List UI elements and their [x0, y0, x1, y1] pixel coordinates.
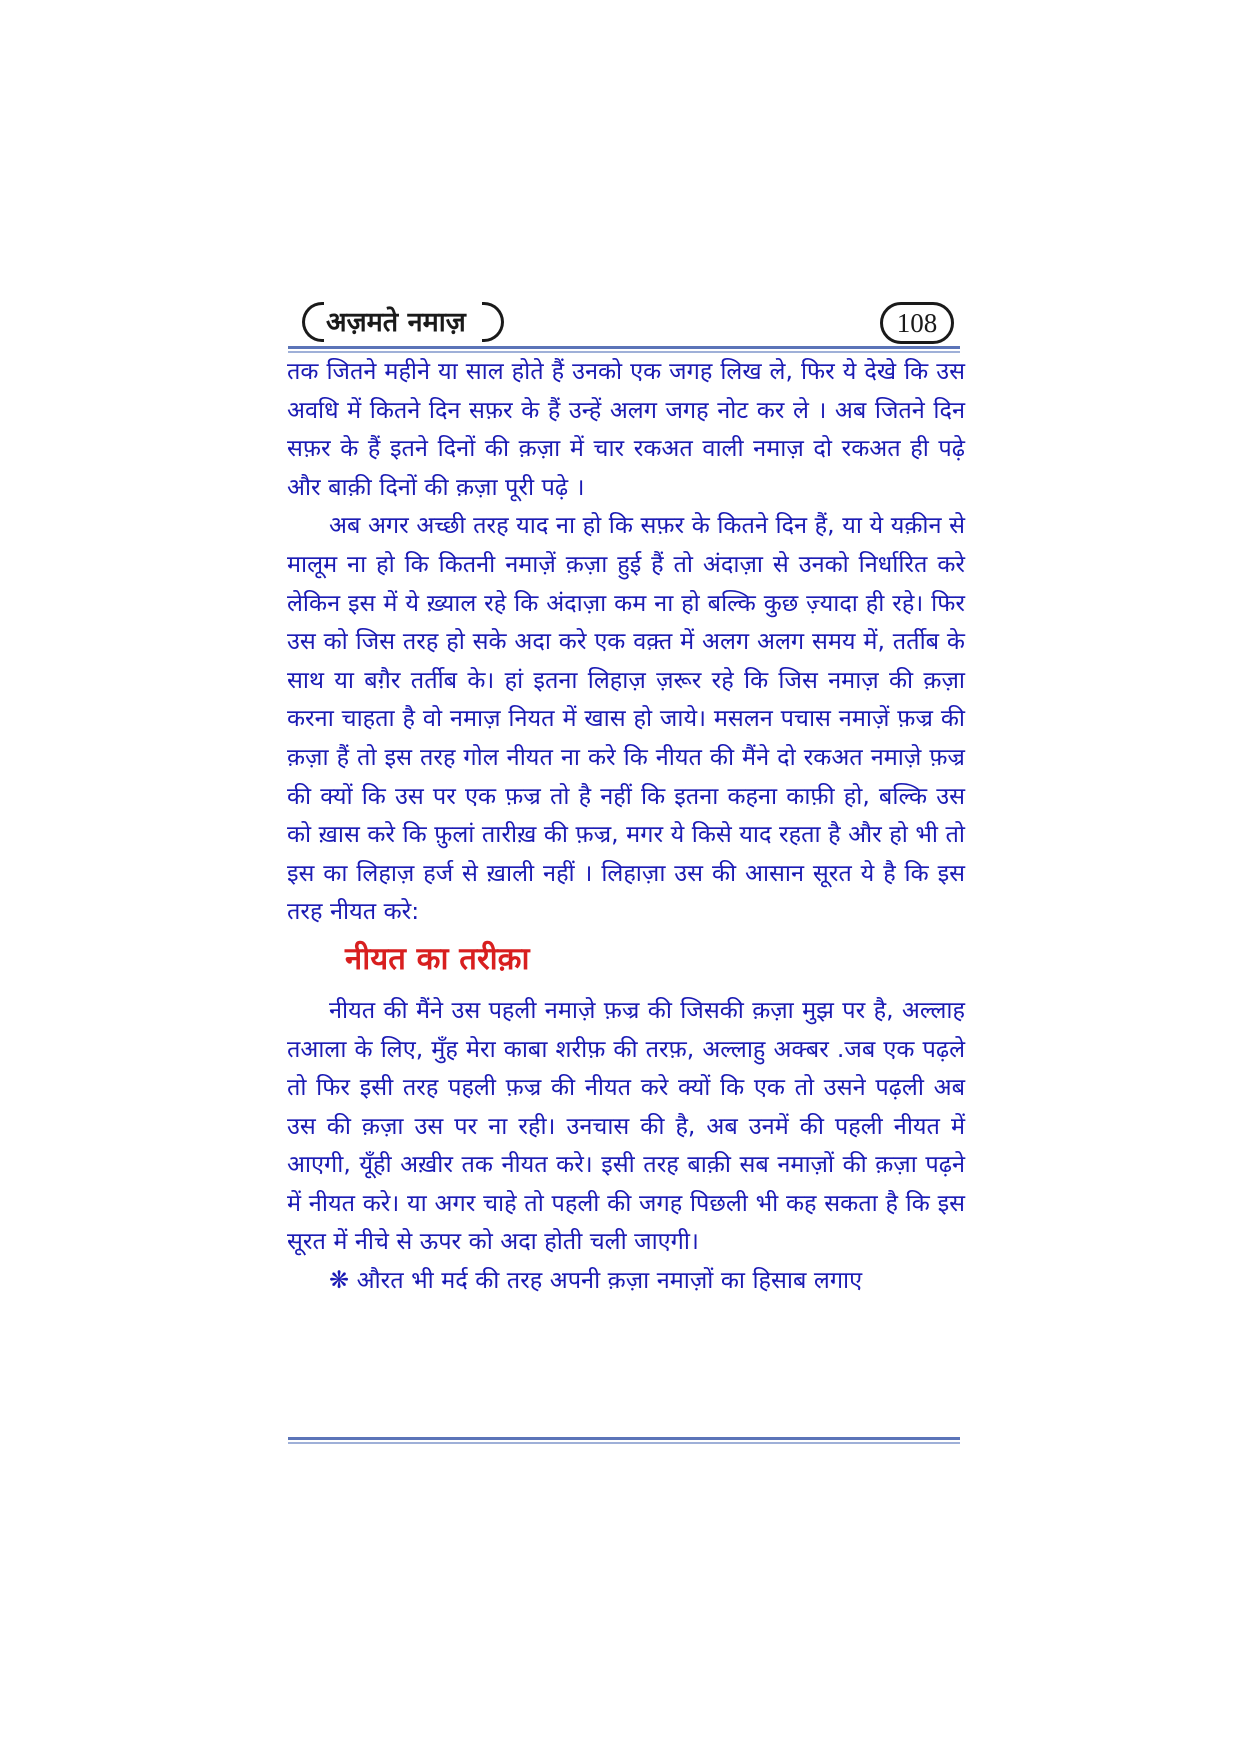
header-title-frame: [302, 302, 504, 344]
book-title: अज़मते नमाज़: [326, 307, 466, 338]
section-heading: नीयत का तरीक़ा: [345, 940, 530, 977]
bullet-line: [287, 1261, 965, 1300]
flower-bullet-icon: ❋: [329, 1266, 350, 1295]
page-header: [288, 302, 960, 350]
page-number: 108: [896, 308, 938, 338]
paragraph-3: नीयत की मैंने उस पहली नमाज़े फ़ज्र की जिसकी क़ज़ा मुझ पर है, अल्लाह तआला के लिए, मुँह मेरा काबा शरीफ़ की तरफ़, अल्लाहु अक्बर .जब एक पढ़ले तो फिर इसी तरह पहली फ़ज्र की नीयत करे क्यों कि एक तो उसने पढ़ली अब उस की क़ज़ा उस पर ना रही। उनचास की है, अब उनमें की पहली नीयत में आएगी, यूँही अख़ीर तक नीयत करे। इसी तरह बाक़ी सब नमाज़ों की क़ज़ा पढ़ने में नीयत करे। या अगर चाहे तो पहली की जगह पिछली भी कह सकता है कि इस सूरत में नीचे से ऊपर को अदा होती चली जाएगी।: [287, 995, 965, 1256]
footer-divider: [288, 1437, 960, 1444]
paragraph-2: अब अगर अच्छी तरह याद ना हो कि सफ़र के कितने दिन हैं, या ये यक़ीन से मालूम ना हो कि कितनी नमाज़ें क़ज़ा हुई हैं तो अंदाज़ा से उनको निर्धारित करे लेकिन इस में ये ख़्याल रहे कि अंदाज़ा कम ना हो बल्कि कुछ ज़्यादा ही रहे। फिर उस को जिस तरह हो सके अदा करे एक वक़्त में अलग अलग समय में, तर्तीब के साथ या बग़ैर तर्तीब के। हां इतना लिहाज़ ज़रूर रहे कि जिस नमाज़ की क़ज़ा करना चाहता है वो नमाज़ नियत में खास हो जाये। मसलन पचास नमाज़ें फ़ज्र की क़ज़ा हैं तो इस तरह गोल नीयत ना करे कि नीयत की मैंने दो रकअत नमाज़े फ़ज्र की क्यों कि उस पर एक फ़ज्र तो है नहीं कि इतना कहना काफ़ी हो, बल्कि उस को ख़ास करे कि फ़ुलां तारीख़ की फ़ज्र, मगर ये किसे याद रहता है और हो भी तो इस का लिहाज़ हर्ज से ख़ाली नहीं । लिहाज़ा उस की आसान सूरत ये है कि इस तरह नीयत करे:: [287, 511, 965, 926]
right-bracket-ornament: [482, 302, 504, 342]
page-body: [287, 352, 965, 1300]
left-bracket-ornament: [302, 302, 324, 342]
bullet-line-text: औरत भी मर्द की तरह अपनी क़ज़ा नमाज़ों का हिसाब लगाए: [356, 1266, 863, 1295]
paragraph-1: तक जितने महीने या साल होते हैं उनको एक जगह लिख ले, फिर ये देखे कि उस अवधि में कितने दिन सफ़र के हैं उन्हें अलग जगह नोट कर ले । अब जितने दिन सफ़र के हैं इतने दिनों की क़ज़ा में चार रकअत वाली नमाज़ दो रकअत ही पढ़े और बाक़ी दिनों की क़ज़ा पूरी पढ़े ।: [287, 357, 965, 501]
page-number-frame: [880, 302, 954, 344]
